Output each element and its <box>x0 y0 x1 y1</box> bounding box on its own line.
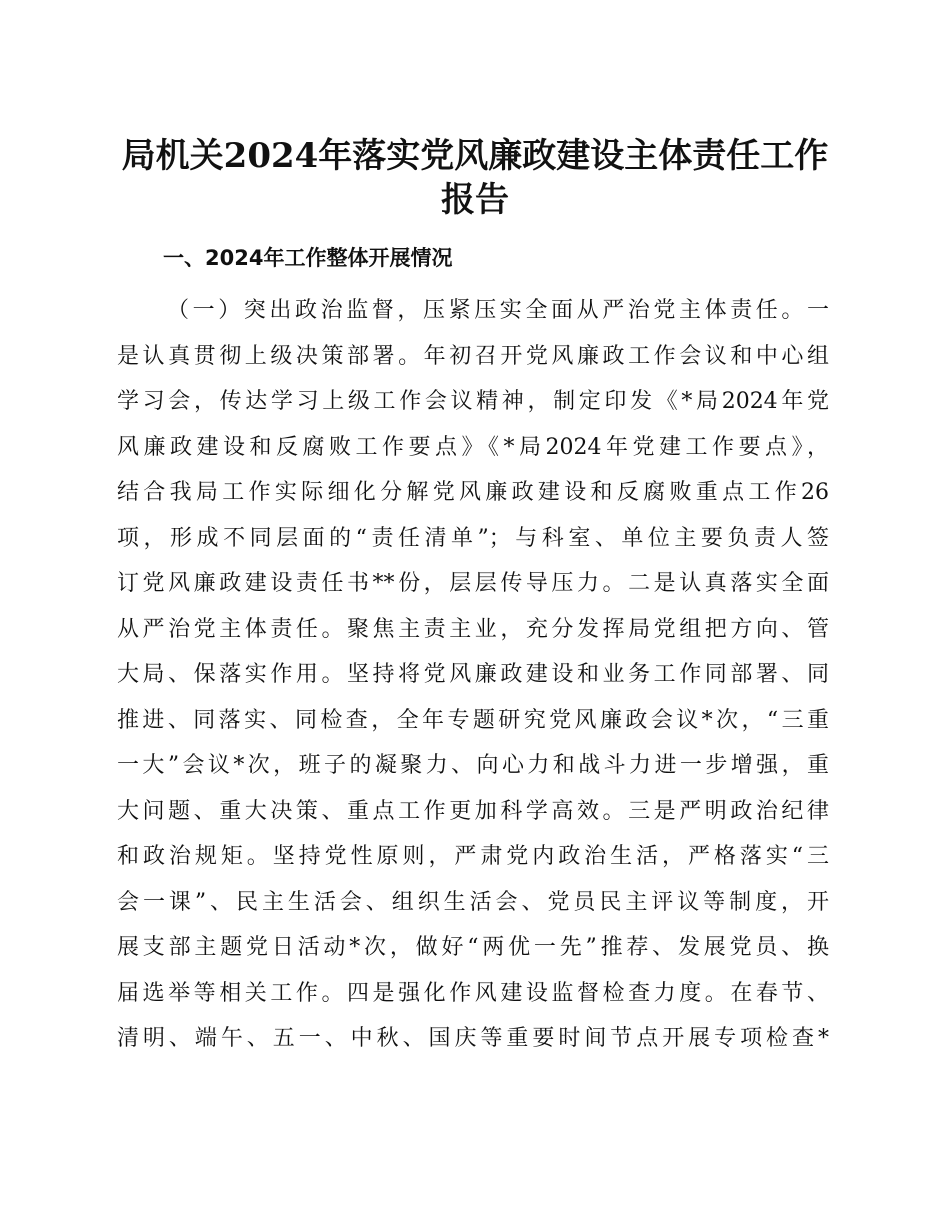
body-line: 展支部主题党日活动*次，做好“两优一先”推荐、发展党员、换 <box>117 935 829 960</box>
body-line: 一大”会议*次，班子的凝聚力、向心力和战斗力进一步增强，重 <box>117 753 829 778</box>
body-line: 订党风廉政建设责任书**份，层层传导压力。二是认真落实全面 <box>117 571 829 596</box>
body-line: 届选举等相关工作。四是强化作风建设监督检查力度。在春节、 <box>117 980 829 1006</box>
body-line: 大局、保落实作用。坚持将党风廉政建设和业务工作同部署、同 <box>117 662 829 687</box>
body-line: 结合我局工作实际细化分解党风廉政建设和反腐败重点工作26 <box>117 480 829 505</box>
body-line: 推进、同落实、同检查，全年专题研究党风廉政会议*次，“三重 <box>117 707 829 733</box>
body-line: 清明、端午、五一、中秋、国庆等重要时间节点开展专项检查* <box>117 1026 829 1051</box>
section-heading: 一、2024年工作整体开展情况 <box>163 246 453 270</box>
body-line: 风廉政建设和反腐败工作要点》《*局2024年党建工作要点》， <box>117 434 829 460</box>
body-line: 和政治规矩。坚持党性原则，严肃党内政治生活，严格落实“三 <box>117 844 829 869</box>
document-title-line-1: 局机关2024年落实党风廉政建设主体责任工作 <box>121 136 829 176</box>
document-title-line-2: 报告 <box>441 180 509 220</box>
body-line: 从严治党主体责任。聚焦主责主业，充分发挥局党组把方向、管 <box>117 616 829 642</box>
body-line: 会一课”、民主生活会、组织生活会、党员民主评议等制度，开 <box>117 889 829 915</box>
body-line: 学习会，传达学习上级工作会议精神，制定印发《*局2024年党 <box>117 389 829 414</box>
body-line: 大问题、重大决策、重点工作更加科学高效。三是严明政治纪律 <box>117 798 829 824</box>
body-line: （一）突出政治监督，压紧压实全面从严治党主体责任。一 <box>167 298 829 323</box>
body-paragraph <box>117 288 829 1062</box>
body-line: 是认真贯彻上级决策部署。年初召开党风廉政工作会议和中心组 <box>117 343 829 369</box>
body-line: 项，形成不同层面的“责任清单”；与科室、单位主要负责人签 <box>117 525 829 551</box>
